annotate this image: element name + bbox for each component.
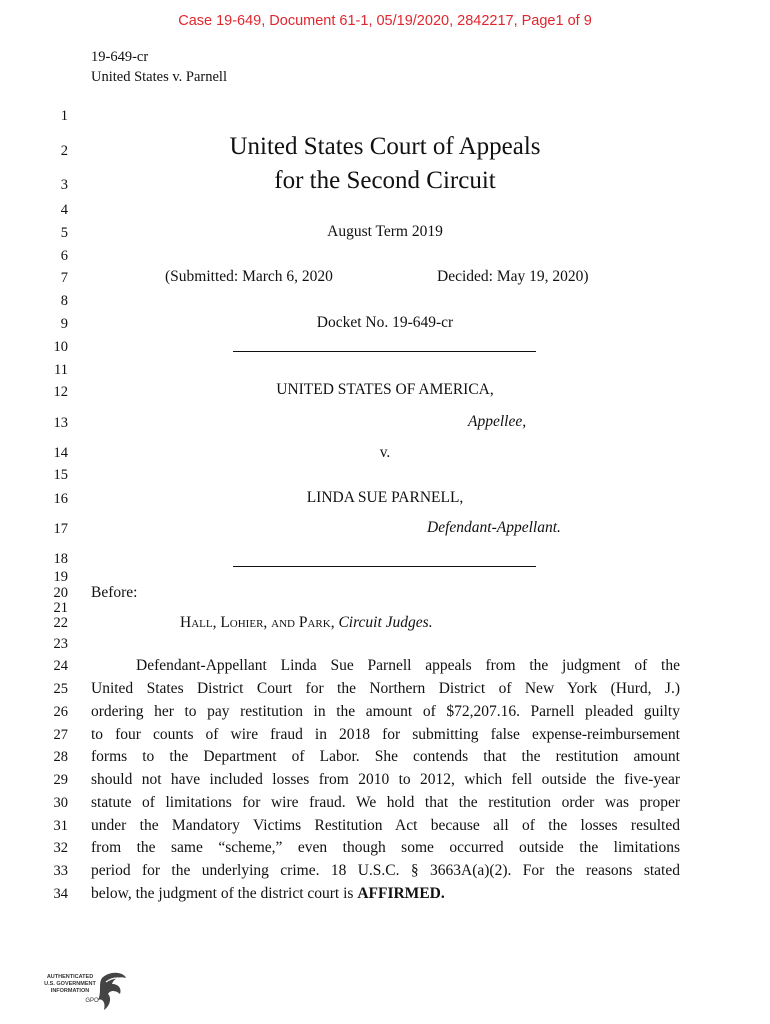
line-number: 25 [53, 681, 68, 697]
line-number: 24 [53, 658, 68, 674]
plaintiff-role: Appellee, [468, 413, 527, 430]
line-number: 3 [60, 177, 68, 193]
line-number: 5 [60, 225, 68, 241]
line-number: 8 [60, 293, 68, 309]
opinion-line: United States District Court for the Northern District of New York (Hurd, J.) [91, 680, 680, 697]
opinion-line: period for the underlying crime. 18 U.S.C. § 3663A(a)(2). For the reasons stated [91, 862, 680, 879]
logo-text-line1: AUTHENTICATED [46, 974, 94, 980]
line-number: 19 [53, 569, 68, 585]
gpo-authentication-logo [40, 968, 130, 1014]
judges-names: Hall, Lohier, and Park, [180, 614, 335, 631]
docket-short: 19-649-cr [91, 49, 149, 65]
line-number: 32 [53, 840, 68, 856]
case-header-banner: Case 19-649, Document 61-1, 05/19/2020, 2842217, Page1 of 9 [178, 13, 592, 29]
line-number: 7 [60, 270, 68, 286]
case-short-title: United States v. Parnell [91, 69, 227, 85]
divider-rule [233, 351, 536, 352]
judges-title: Circuit Judges. [338, 614, 433, 631]
versus: v. [379, 444, 391, 461]
line-number: 22 [53, 615, 68, 631]
line-number: 11 [54, 362, 68, 378]
opinion-line-final [91, 885, 680, 903]
court-name-line2: for the Second Circuit [274, 167, 496, 194]
opinion-line: statute of limitations for wire fraud. We hold that the restitution order was proper [91, 794, 680, 811]
line-number: 23 [53, 636, 68, 652]
line-number: 34 [53, 886, 68, 902]
line-number: 27 [53, 727, 68, 743]
opinion-line: to four counts of wire fraud in 2018 for submitting false expense-reimbursement [91, 726, 680, 743]
gpo-eagle-icon [40, 968, 130, 1014]
line-number: 13 [53, 415, 68, 431]
line-number: 33 [53, 863, 68, 879]
line-number: 31 [53, 818, 68, 834]
opinion-line: should not have included losses from 2010 to 2012, which fell outside the five-year [91, 771, 680, 788]
opinion-line: forms to the Department of Labor. She contends that the restitution amount [91, 748, 680, 765]
submitted-date: (Submitted: March 6, 2020 [165, 268, 333, 285]
line-number: 26 [53, 704, 68, 720]
opinion-line: Defendant-Appellant Linda Sue Parnell appeals from the judgment of the [136, 657, 680, 674]
logo-text-line2: U.S. GOVERNMENT [44, 981, 96, 987]
defendant-name: LINDA SUE PARNELL, [306, 489, 464, 506]
before-label: Before: [91, 584, 138, 601]
line-number: 12 [53, 384, 68, 400]
line-number: 4 [60, 202, 68, 218]
logo-text-line3: INFORMATION [50, 988, 90, 994]
plaintiff-name: UNITED STATES OF AMERICA, [276, 381, 494, 398]
line-number: 29 [53, 772, 68, 788]
judges-panel [180, 614, 433, 632]
opinion-line: under the Mandatory Victims Restitution Act because all of the losses resulted [91, 817, 680, 834]
line-number: 20 [53, 585, 68, 601]
court-name-line1: United States Court of Appeals [229, 133, 541, 160]
line-number: 17 [53, 521, 68, 537]
opinion-final-text: below, the judgment of the district court is [91, 885, 354, 902]
line-number: 9 [60, 316, 68, 332]
line-number: 1 [60, 108, 68, 124]
line-number: 2 [60, 143, 68, 159]
docket-number: Docket No. 19-649-cr [316, 314, 454, 331]
line-number: 14 [53, 445, 68, 461]
line-number: 15 [53, 467, 68, 483]
holding-affirmed: AFFIRMED. [357, 885, 445, 902]
line-number: 28 [53, 749, 68, 765]
line-number: 6 [60, 248, 68, 264]
term: August Term 2019 [327, 223, 443, 240]
line-number: 18 [53, 551, 68, 567]
opinion-line: ordering her to pay restitution in the amount of $72,207.16. Parnell pleaded guilty [91, 703, 680, 720]
opinion-line: from the same “scheme,” even though some occurred outside the limitations [91, 839, 680, 856]
defendant-role: Defendant-Appellant. [427, 519, 561, 536]
logo-text-line4: GPO [85, 998, 99, 1004]
line-number: 10 [53, 339, 68, 355]
line-number: 16 [53, 491, 68, 507]
line-number: 30 [53, 795, 68, 811]
divider-rule [233, 566, 536, 567]
line-number: 21 [53, 600, 68, 616]
decided-date: Decided: May 19, 2020) [437, 268, 589, 285]
